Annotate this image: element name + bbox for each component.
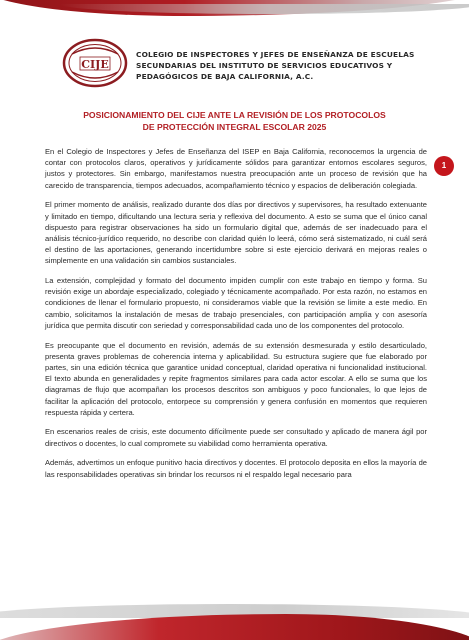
- svg-text:CIJE: CIJE: [81, 58, 109, 71]
- document-body: [45, 146, 427, 488]
- title-line-2: DE PROTECCIÓN INTEGRAL ESCOLAR 2025: [142, 121, 327, 132]
- document-header: [62, 38, 415, 90]
- body-paragraph: El primer momento de análisis, realizado durante dos días por directivos y supervisores, ha resultado extenuante y limitado en tiempo, dificultando una lectura seria y reflexiva del documento. A esto se suma que el único canal dispuesto para registrar observaciones ha sido un formulario digital que, además de ser inadecuado para el análisis técnico-jurídico requerido, no describe con claridad quién lo leerá, cómo será sistematizado, ni cuál será el destino de las aportaciones, generando incertidumbre sobre si este ejercicio derivará en mejoras reales o simplemente en una validación sin cambios sustanciales.: [45, 200, 427, 266]
- bottom-decorative-band: [0, 598, 469, 640]
- body-paragraph: En el Colegio de Inspectores y Jefes de Enseñanza del ISEP en Baja California, reconocemos la urgencia de contar con protocolos claros, operativos y jurídicamente sólidos para garantizar entornos escolares seguros, justos y protectores. Sin embargo, manifestamos nuestra preocupación ante un proceso de revisión que ha carecido de transparencia, tiempos adecuados, acompañamiento técnico y espacios de deliberación colegiada.: [45, 147, 427, 190]
- body-paragraph: La extensión, complejidad y formato del documento impiden cumplir con este trabajo en tiempo y forma. Su revisión exige un abordaje especializado, colegiado y técnicamente acompañado. Por esta razón, no estamos en condiciones de llenar el formulario propuesto, ni consideramos viable que la revisión se limite a este medio. En cambio, solicitamos la instalación de mesas de trabajo presenciales, con participación amplia y con asesoría jurídica que permita discutir con seriedad y corresponsabilidad cada uno de los componentes del protocolo.: [45, 276, 427, 330]
- page-number-badge: 1: [434, 156, 454, 176]
- body-paragraph: En escenarios reales de crisis, este documento difícilmente puede ser consultado y aplicado de manera ágil por directivos o docentes, lo cual compromete su viabilidad como herramienta operativa.: [45, 427, 427, 448]
- cije-logo: [62, 38, 128, 88]
- body-paragraph: Es preocupante que el documento en revisión, además de su extensión desmesurada y estilo desarticulado, presenta graves problemas de coherencia interna y aplicabilidad. Su estructura sugiere que fue elaborado por partes, sin una edición técnica que garantice unidad conceptual, claridad operativa ni funcionalidad institucional. El texto abunda en generalidades y repite fragmentos similares para cada actor escolar. A ello se suma que los diagramas de flujo que acompañan los procesos descritos son ambiguos y poco funcionales, lo que lejos de facilitar la aplicación del protocolo, entorpece su comprensión y genera confusión en momentos que requieren respuesta rápida y certera.: [45, 340, 427, 417]
- title-line-1: POSICIONAMIENTO DEL CIJE ANTE LA REVISIÓN DE LOS PROTOCOLOS: [83, 110, 386, 120]
- organization-name: COLEGIO DE INSPECTORES Y JEFES DE ENSEÑANZA DE ESCUELAS SECUNDARIAS DEL INSTITUTO DE SERVICIOS EDUCATIVOS Y PEDAGÓGICOS DE BAJA CALIFORNIA, A.C.: [136, 50, 415, 81]
- body-paragraph: Además, advertimos un enfoque punitivo hacia directivos y docentes. El protocolo deposita en ellos la mayoría de las responsabilidades operativas sin brindar los recursos ni el respaldo legal necesario para: [45, 458, 427, 479]
- document-title: [40, 110, 429, 133]
- top-decorative-band: [0, 0, 469, 22]
